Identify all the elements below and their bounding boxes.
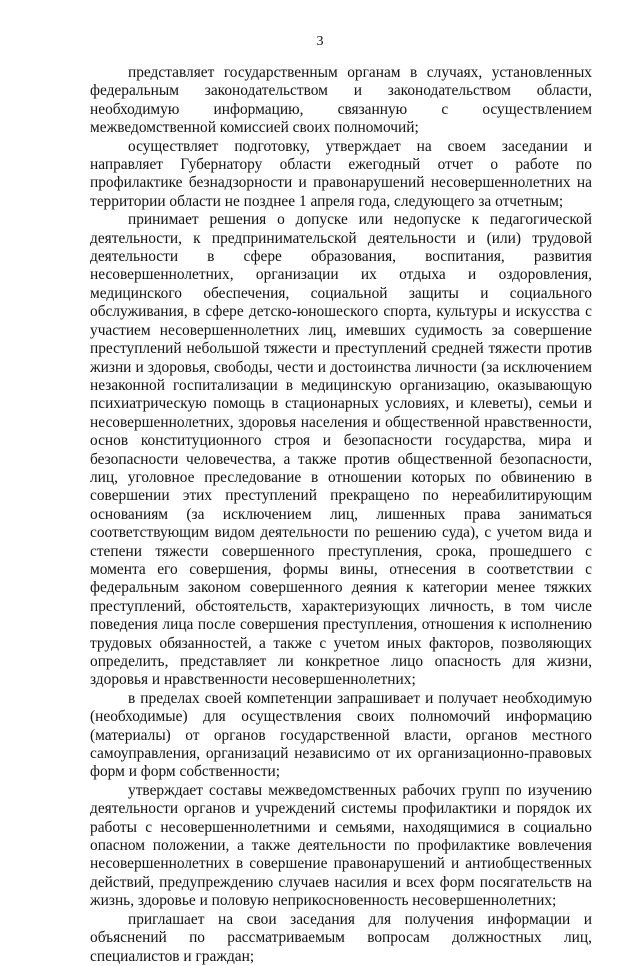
document-body — [90, 64, 592, 966]
paragraph-annual-report: осуществляет подготовку, утверждает на своем заседании и направляет Губернатору области ежегодный отчет о работе по профилактике безнадзорности и правонарушений несовершеннолетних на территории области не позднее 1 апреля года, следующего за отчетным; — [90, 137, 592, 210]
page-number: 3 — [316, 34, 324, 49]
paragraph-information-provision: представляет государственным органам в случаях, установленных федеральным законодательством и законодательством области, необходимую информацию, связанную с осуществлением межведомственной комиссией своих полномочий; — [90, 64, 592, 137]
paragraph-information-requests: в пределах своей компетенции запрашивает и получает необходимую (необходимые) для осуществления своих полномочий информацию (материалы) от органов государственной власти, органов местного самоуправления, организаций независимо от их организационно-правовых форм и форм собственности; — [90, 689, 592, 781]
paragraph-invitations: приглашает на свои заседания для получения информации и объяснений по рассматриваемым вопросам должностных лиц, специалистов и граждан; — [90, 910, 592, 965]
paragraph-working-groups: утверждает составы межведомственных рабочих групп по изучению деятельности органов и учреждений системы профилактики и порядок их работы с несовершеннолетними и семьями, находящимися в социально опасном положении, а также деятельности по профилактике вовлечения несовершеннолетних в совершение правонарушений и антиобщественных действий, предупреждению случаев насилия и всех форм посягательств на жизнь, здоровье и половую неприкосновенность несовершеннолетних; — [90, 781, 592, 910]
paragraph-admission-decisions: принимает решения о допуске или недопуске к педагогической деятельности, к предпринимательской деятельности и (или) трудовой деятельности в сфере образования, воспитания, развития несовершеннолетних, организации их отдыха и оздоровления, медицинского обеспечения, социальной защиты и социального обслуживания, в сфере детско-юношеского спорта, культуры и искусства с участием несовершеннолетних лиц, имевших судимость за совершение преступлений небольшой тяжести и преступлений средней тяжести против жизни и здоровья, свободы, чести и достоинства личности (за исключением незаконной госпитализации в медицинскую организацию, оказывающую психиатрическую помощь в стационарных условиях, и клеветы), семьи и несовершеннолетних, здоровья населения и общественной нравственности, основ конституционного строя и безопасности государства, мира и безопасности человечества, а также против общественной безопасности, лиц, уголовное преследование в отношении которых по обвинению в совершении этих преступлений прекращено по нереабилитирующим основаниям (за исключением лиц, лишенных права заниматься соответствующим видом деятельности по решению суда), с учетом вида и степени тяжести совершенного преступления, срока, прошедшего с момента его совершения, формы вины, отнесения в соответствии с федеральным законом совершенного деяния к категории менее тяжких преступлений, обстоятельств, характеризующих личность, в том числе поведения лица после совершения преступления, отношения к исполнению трудовых обязанностей, а также с учетом иных факторов, позволяющих определить, представляет ли конкретное лицо опасность для жизни, здоровья и нравственности несовершеннолетних; — [90, 211, 592, 689]
